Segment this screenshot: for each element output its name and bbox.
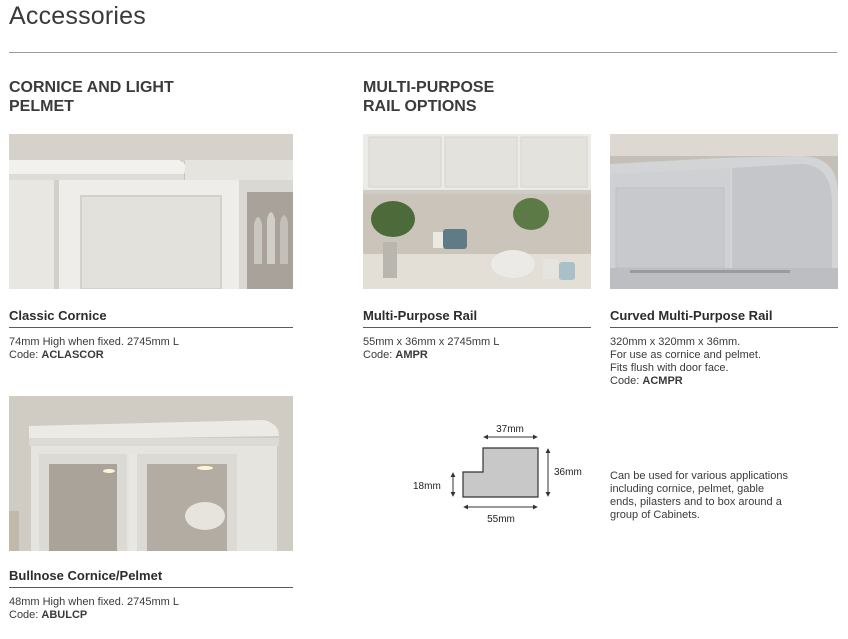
product-title: Multi-Purpose Rail — [363, 308, 478, 323]
product-divider — [610, 327, 838, 328]
section-heading-rail — [363, 78, 494, 116]
product-title: Classic Cornice — [9, 308, 107, 323]
spec-line: 74mm High when fixed. 2745mm L — [9, 336, 179, 348]
multi-purpose-rail-photo — [363, 134, 591, 289]
page-title: Accessories — [9, 2, 146, 30]
section-heading-cornice — [9, 78, 174, 116]
profile-description — [610, 470, 788, 522]
spec-line: 55mm x 36mm x 2745mm L — [363, 336, 500, 348]
spec-line: For use as cornice and pelmet. — [610, 349, 762, 361]
description-line: group of Cabinets. — [610, 509, 700, 521]
section-heading-line: PELMET — [9, 98, 74, 115]
bullnose-cornice-photo — [9, 396, 293, 551]
description-line: including cornice, pelmet, gable — [610, 483, 765, 495]
product-description — [9, 336, 179, 362]
description-line: ends, pilasters and to box around a — [610, 496, 782, 508]
dimension-label: 18mm — [413, 481, 441, 492]
profile-svg — [408, 415, 598, 530]
product-code: Code: ACMPR — [610, 375, 683, 387]
dimension-label: 37mm — [496, 424, 524, 435]
product-code: Code: ABULCP — [9, 609, 88, 621]
product-code: Code: ACLASCOR — [9, 349, 104, 361]
product-divider — [9, 327, 293, 328]
section-heading-line: CORNICE AND LIGHT — [9, 79, 174, 96]
product-code: Code: AMPR — [363, 349, 428, 361]
classic-cornice-photo — [9, 134, 293, 289]
section-heading-line: MULTI-PURPOSE — [363, 79, 495, 96]
title-divider — [9, 52, 837, 53]
product-description — [610, 336, 761, 388]
product-description — [363, 336, 499, 362]
product-title: Curved Multi-Purpose Rail — [610, 308, 773, 323]
section-heading-line: RAIL OPTIONS — [363, 98, 477, 115]
product-description — [9, 596, 179, 622]
product-divider — [363, 327, 591, 328]
profile-shape — [463, 448, 538, 497]
spec-line: 320mm x 320mm x 36mm. — [610, 336, 741, 348]
rail-profile-diagram — [408, 415, 598, 530]
spec-line: Fits flush with door face. — [610, 362, 729, 374]
dimension-label: 36mm — [554, 467, 582, 478]
curved-rail-photo — [610, 134, 838, 289]
dimension-label: 55mm — [487, 514, 515, 525]
product-title: Bullnose Cornice/Pelmet — [9, 568, 163, 583]
description-line: Can be used for various applications — [610, 470, 788, 482]
product-divider — [9, 587, 293, 588]
spec-line: 48mm High when fixed. 2745mm L — [9, 596, 179, 608]
